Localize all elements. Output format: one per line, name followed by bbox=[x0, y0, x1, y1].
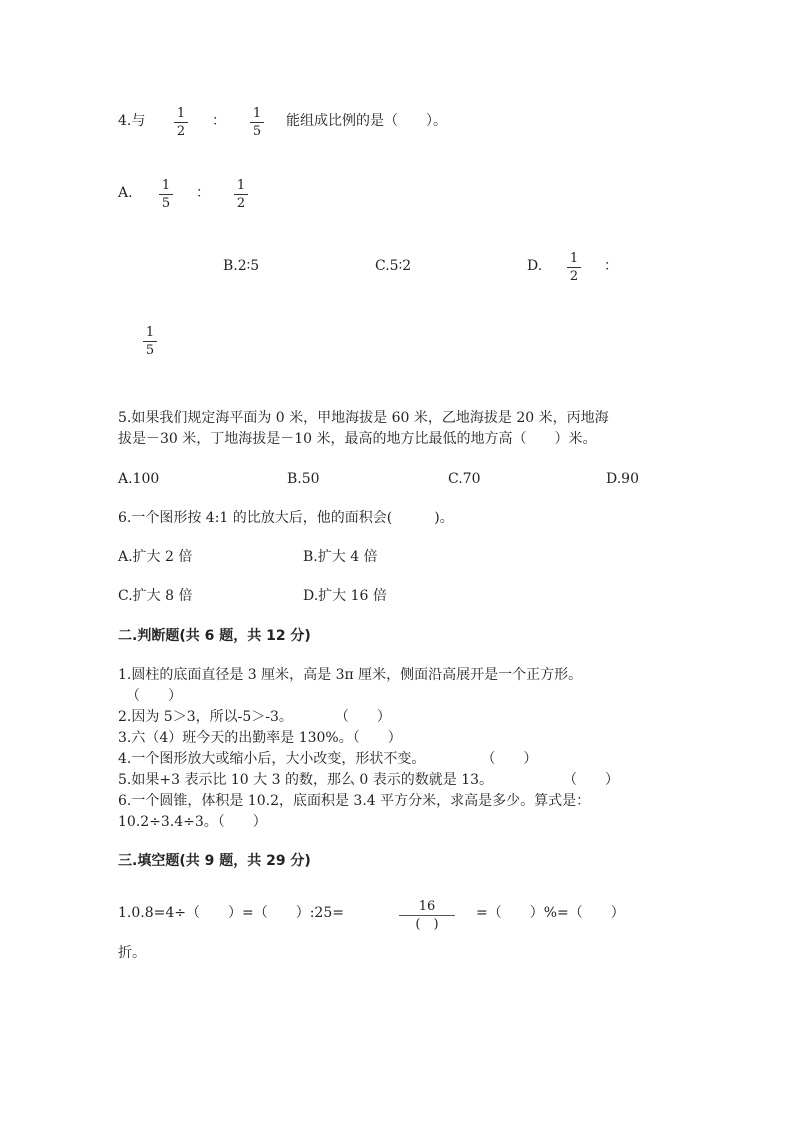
q6-option-c: C.扩大 8 倍 bbox=[118, 588, 193, 604]
judge-item-6: 6.一个圆锥，体积是 10.2，底面积是 3.4 平方分米，求高是多少。算式是： bbox=[118, 793, 591, 809]
q4-option-d-label: D. bbox=[527, 258, 543, 274]
fill-q1-end: 折。 bbox=[118, 945, 146, 961]
section-2-title: 二.判断题(共 6 题，共 12 分) bbox=[118, 628, 311, 644]
q5-stem-line-2: 拔是－30 米，丁地海拔是－10 米，最高的地方比最低的地方高（ ）米。 bbox=[118, 431, 597, 447]
q4-fraction-1: $\frac{1}{2}$ bbox=[174, 106, 188, 139]
q4-option-a-fraction-2: $\frac{1}{2}$ bbox=[234, 178, 248, 211]
q4-option-d-fraction-2: $\frac{1}{5}$ bbox=[143, 325, 157, 358]
q5-option-a: A.100 bbox=[118, 471, 160, 487]
judge-item-2: 2.因为 5＞3，所以-5＞-3。 （ ） bbox=[118, 709, 391, 725]
q4-colon: ： bbox=[212, 113, 226, 129]
q5-option-b: B.50 bbox=[287, 471, 320, 487]
q5-stem-line-1: 5.如果我们规定海平面为 0 米，甲地海拔是 60 米，乙地海拔是 20 米，丙地海 bbox=[118, 410, 609, 426]
q4-option-a-colon: ： bbox=[196, 185, 210, 201]
q6-option-a: A.扩大 2 倍 bbox=[118, 549, 193, 565]
q6-stem: 6.一个图形按 4:1 的比放大后，他的面积会( )。 bbox=[118, 510, 454, 526]
q4-fraction-2: $\frac{1}{5}$ bbox=[250, 106, 264, 139]
judge-item-4: 4.一个图形放大或缩小后，大小改变，形状不变。 （ ） bbox=[118, 751, 538, 767]
judge-item-3: 3.六（4）班今天的出勤率是 130%。（ ） bbox=[118, 730, 402, 746]
q4-option-d-colon: ： bbox=[604, 258, 618, 274]
judge-item-5: 5.如果+3 表示比 10 大 3 的数，那么 0 表示的数就是 13。 （ ） bbox=[118, 772, 620, 788]
judge-item-1: 1.圆柱的底面直径是 3 厘米，高是 3π 厘米，侧面沿高展开是一个正方形。 bbox=[118, 667, 583, 683]
q5-option-d: D.90 bbox=[606, 471, 639, 487]
fill-q1-left: 1.0.8=4÷（ ）=（ ）:25= bbox=[118, 905, 344, 921]
fill-q1-fraction: 16 ( ) bbox=[399, 899, 455, 932]
section-3-title: 三.填空题(共 9 题，共 29 分) bbox=[118, 853, 311, 869]
q4-option-a-fraction-1: $\frac{1}{5}$ bbox=[159, 178, 173, 211]
q4-option-d-fraction-1: $\frac{1}{2}$ bbox=[567, 251, 581, 284]
q4-option-b: B.2∶5 bbox=[223, 258, 260, 274]
fill-q1-right: =（ ）%=（ ） bbox=[476, 905, 625, 921]
q4-suffix: 能组成比例的是（ ）。 bbox=[286, 113, 447, 129]
judge-item-6-continued: 10.2÷3.4÷3。（ ） bbox=[118, 814, 267, 830]
q4-prefix: 4.与 bbox=[118, 113, 146, 129]
q5-option-c: C.70 bbox=[448, 471, 481, 487]
q6-option-d: D.扩大 16 倍 bbox=[303, 588, 387, 604]
q4-option-c: C.5∶2 bbox=[375, 258, 412, 274]
q4-option-a-label: A. bbox=[118, 185, 133, 201]
judge-item-1-bracket: （ ） bbox=[126, 688, 182, 704]
q6-option-b: B.扩大 4 倍 bbox=[303, 549, 378, 565]
